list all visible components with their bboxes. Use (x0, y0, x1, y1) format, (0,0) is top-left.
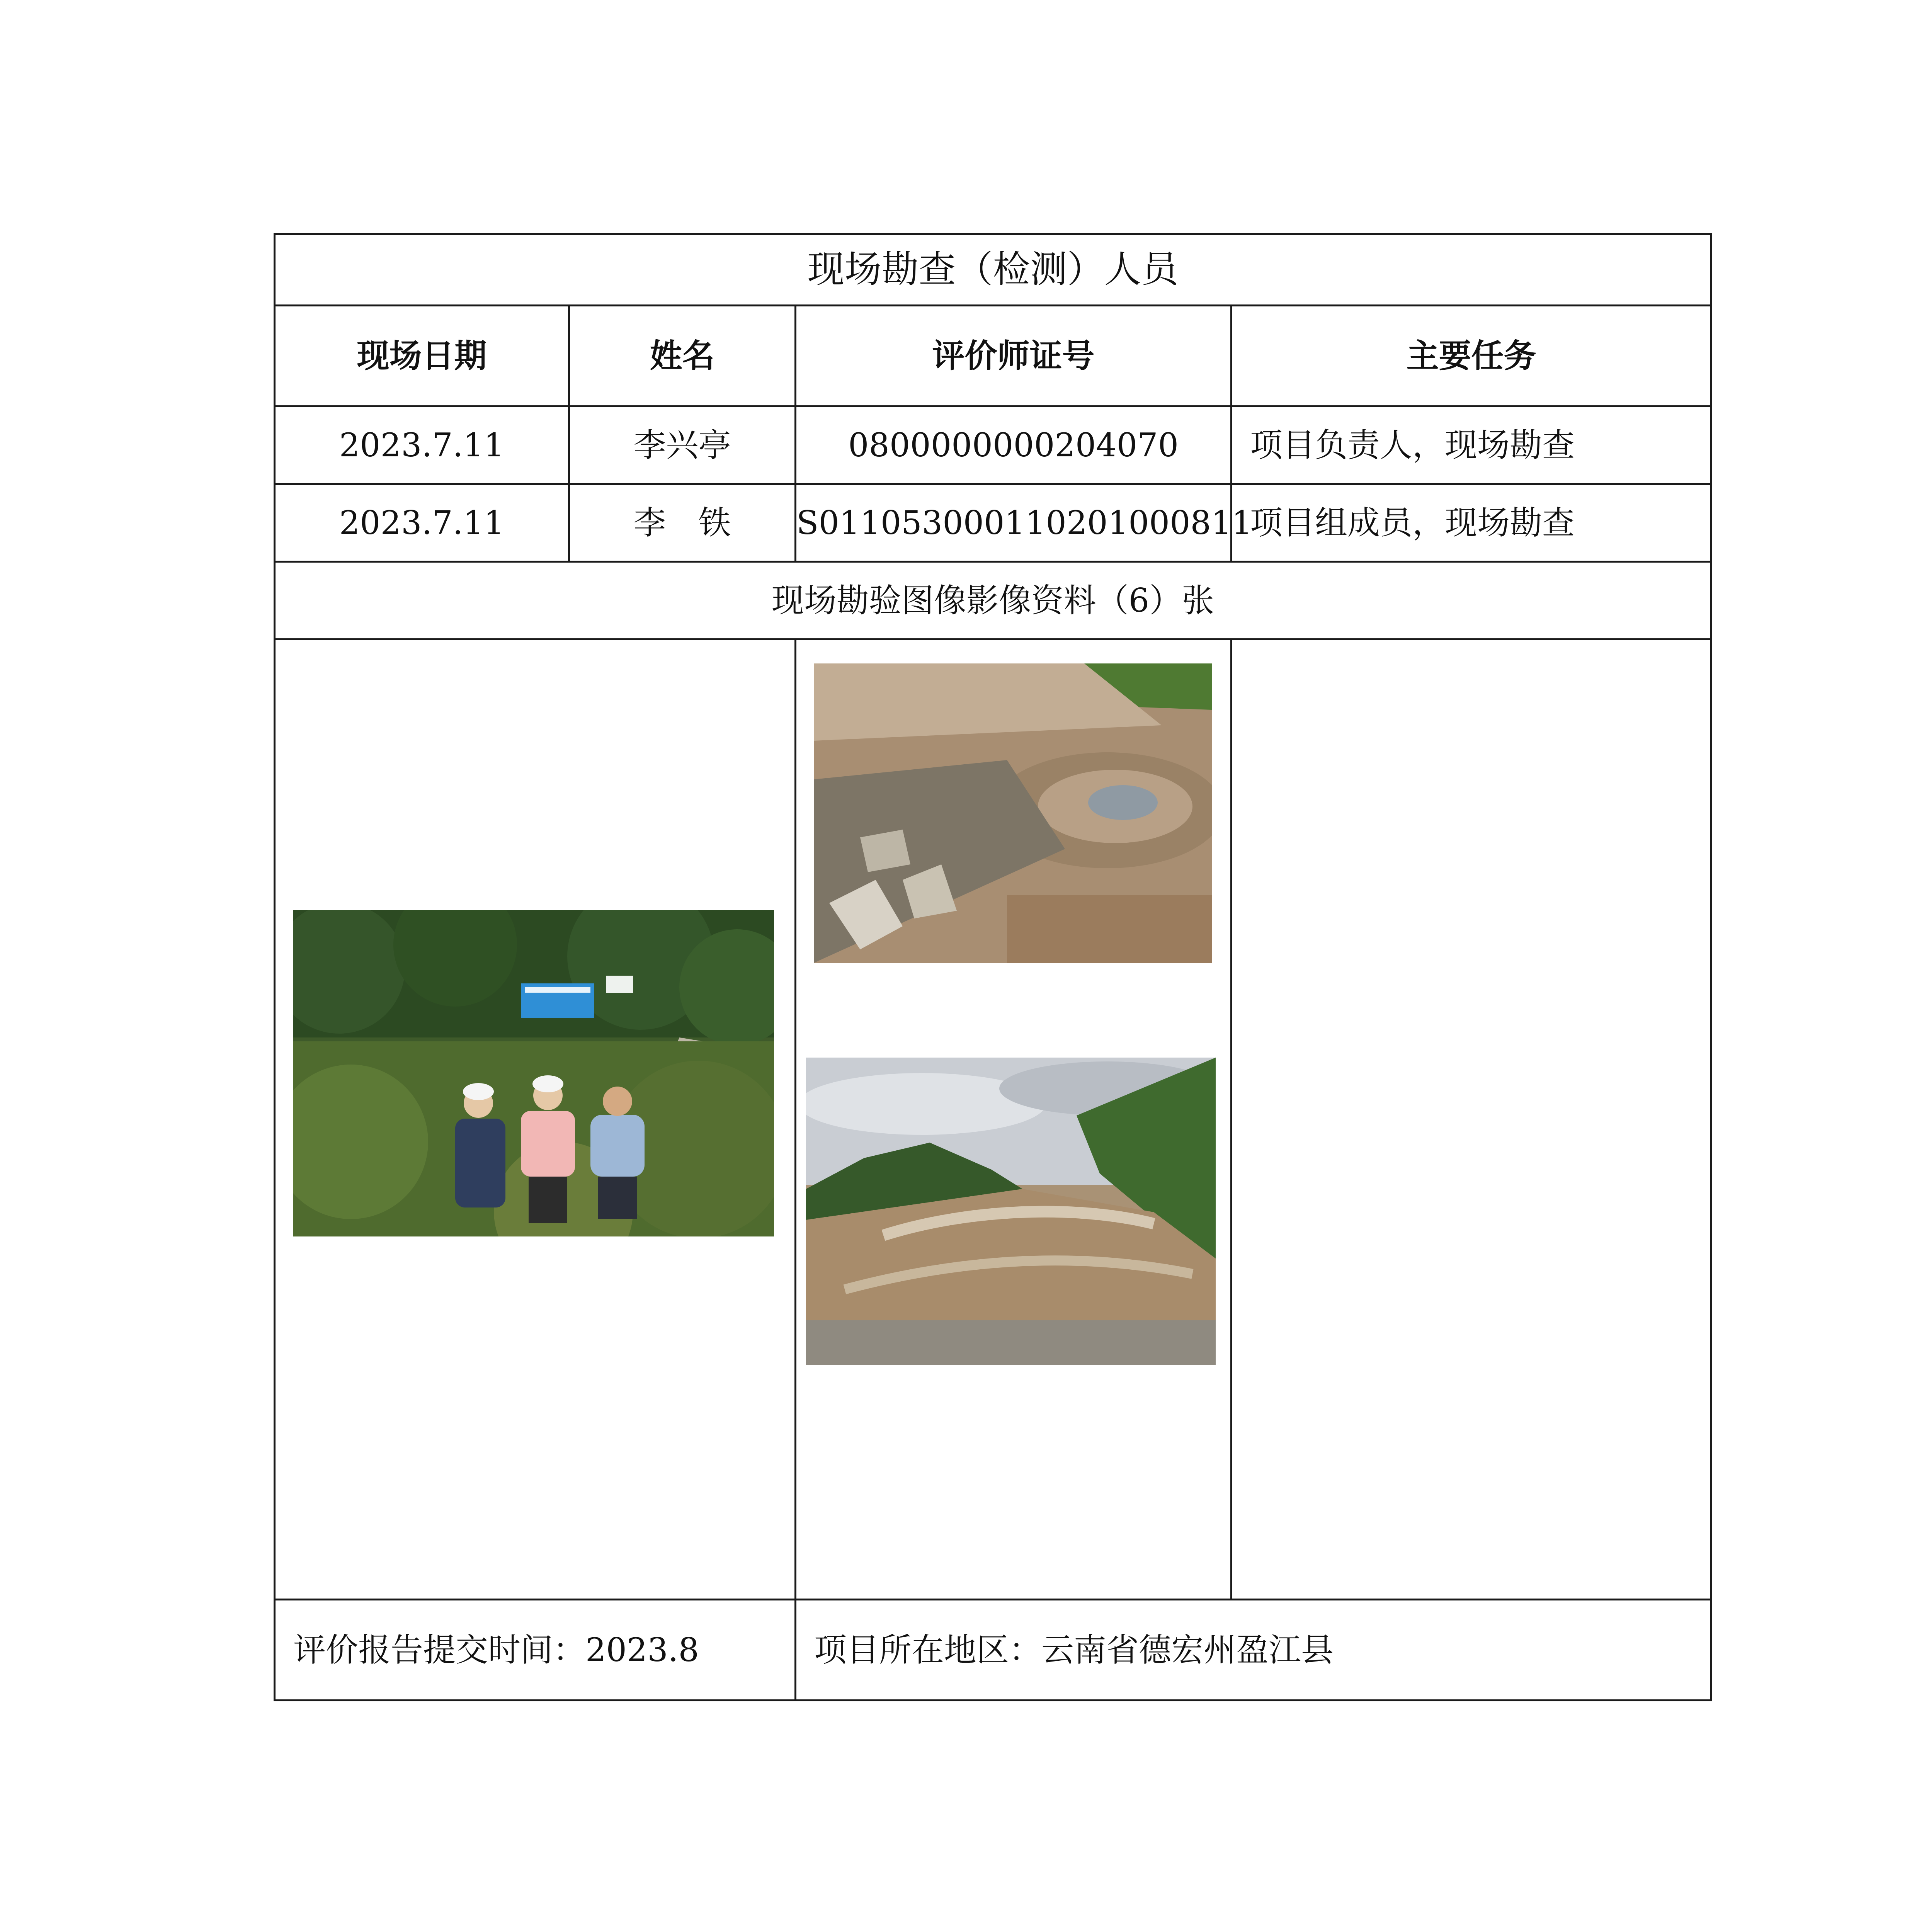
photo-quarry-closeup (814, 663, 1212, 963)
row-cert: S011053000110201000811 (796, 484, 1232, 562)
photo-cell-left (275, 639, 796, 1600)
table-row (275, 484, 1711, 562)
row-date: 2023.7.11 (275, 484, 569, 562)
photo-quarry-overview (806, 1058, 1216, 1365)
photo-cell-middle (796, 639, 1232, 1600)
row-name: 李兴亭 (569, 406, 796, 484)
section-title: 现场勘查（检测）人员 (275, 234, 1711, 306)
header-task: 主要任务 (1232, 306, 1711, 406)
header-name: 姓名 (569, 306, 796, 406)
header-date: 现场日期 (275, 306, 569, 406)
photo-caption: 现场勘验图像影像资料（6）张 (275, 562, 1711, 639)
header-cert: 评价师证号 (796, 306, 1232, 406)
table-row (275, 406, 1711, 484)
row-task: 项目组成员，现场勘查 (1232, 484, 1711, 562)
project-location: 项目所在地区：云南省德宏州盈江县 (796, 1600, 1711, 1701)
photo-inspectors (293, 910, 774, 1236)
submit-time: 评价报告提交时间：2023.8 (275, 1600, 796, 1701)
row-name: 李 铁 (569, 484, 796, 562)
photo-cell-right (1232, 639, 1711, 1600)
row-date: 2023.7.11 (275, 406, 569, 484)
row-cert: 0800000000204070 (796, 406, 1232, 484)
row-task: 项目负责人，现场勘查 (1232, 406, 1711, 484)
survey-table (274, 233, 1712, 1701)
